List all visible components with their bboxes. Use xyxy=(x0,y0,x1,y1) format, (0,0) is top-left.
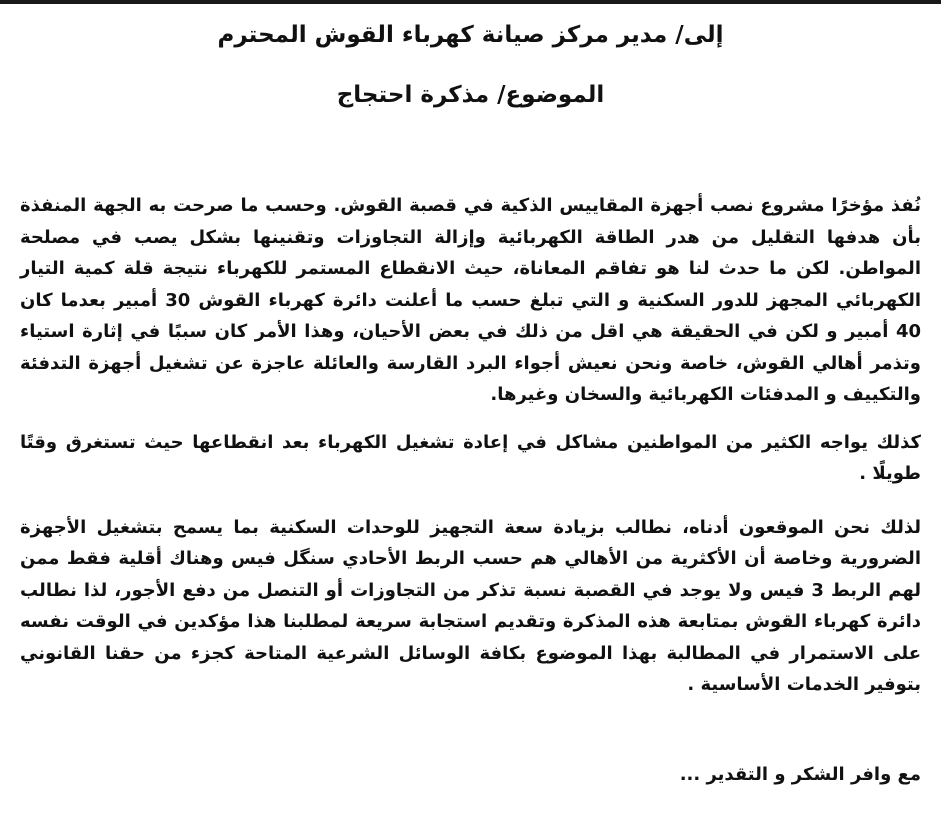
paragraph-reconnection: كذلك يواجه الكثير من المواطنين مشاكل في إعادة تشغيل الكهرباء بعد انقطاعها حيث تستغرق وقتًا طويلًا . xyxy=(20,431,921,484)
top-border-line xyxy=(0,0,941,4)
paragraph-complaint: نُفذ مؤخرًا مشروع نصب أجهزة المقاييس الذكية في قصبة القوش. وحسب ما صرحت به الجهة المنفذة بأن هدفها التقليل من هدر الطاقة الكهربائية وإزالة التجاوزات وتقنينها بشكل يصب في مصلحة المواطن. لكن ما حدث لنا هو تفاقم المعاناة، حيث الانقطاع المستمر للكهرباء نتيجة قلة كمية التيار الكهربائي المجهز للدور السكنية و التي تبلغ حسب ما أعلنت دائرة كهرباء القوش 30 أمبير بعدما كان 40 أمبير و لكن في الحقيقة هي اقل من ذلك في بعض الأحيان، وهذا الأمر كان سببًا في إثارة استياء وتذمر أهالي القوش، خاصة ونحن نعيش أجواء البرد القارسة والعائلة عاجزة عن تشغيل أجهزة التدفئة والتكييف و المدفئات الكهربائية والسخان وغيرها. xyxy=(20,195,921,405)
subject-heading: الموضوع/ مذكرة احتجاج xyxy=(336,82,605,108)
recipient-heading: إلى/ مدير مركز صيانة كهرباء القوش المحترم xyxy=(217,22,724,48)
paragraph-demands: لذلك نحن الموقعون أدناه، نطالب بزيادة سعة التجهيز للوحدات السكنية بما يسمح بتشغيل الأجهزة الضرورية وخاصة أن الأكثرية من الأهالي هم حسب الربط الأحادي سنگل فيس وهناك أقلية فقط ممن لهم الربط 3 فيس ولا يوجد في القصبة نسبة تذكر من التجاوزات أو التنصل من دفع الأجور، لذا نطالب دائرة كهرباء القوش بمتابعة هذه المذكرة وتقديم استجابة سريعة لمطلبنا هذا مؤكدين في الوقت نفسه على الاستمرار في المطالبة بهذا الموضوع بكافة الوسائل الشرعية المتاحة كجزء من حقنا القانوني بتوفير الخدمات الأساسية . xyxy=(20,516,921,695)
closing-line: مع وافر الشكر و التقدير ... xyxy=(679,764,921,785)
memo-body xyxy=(20,190,921,719)
